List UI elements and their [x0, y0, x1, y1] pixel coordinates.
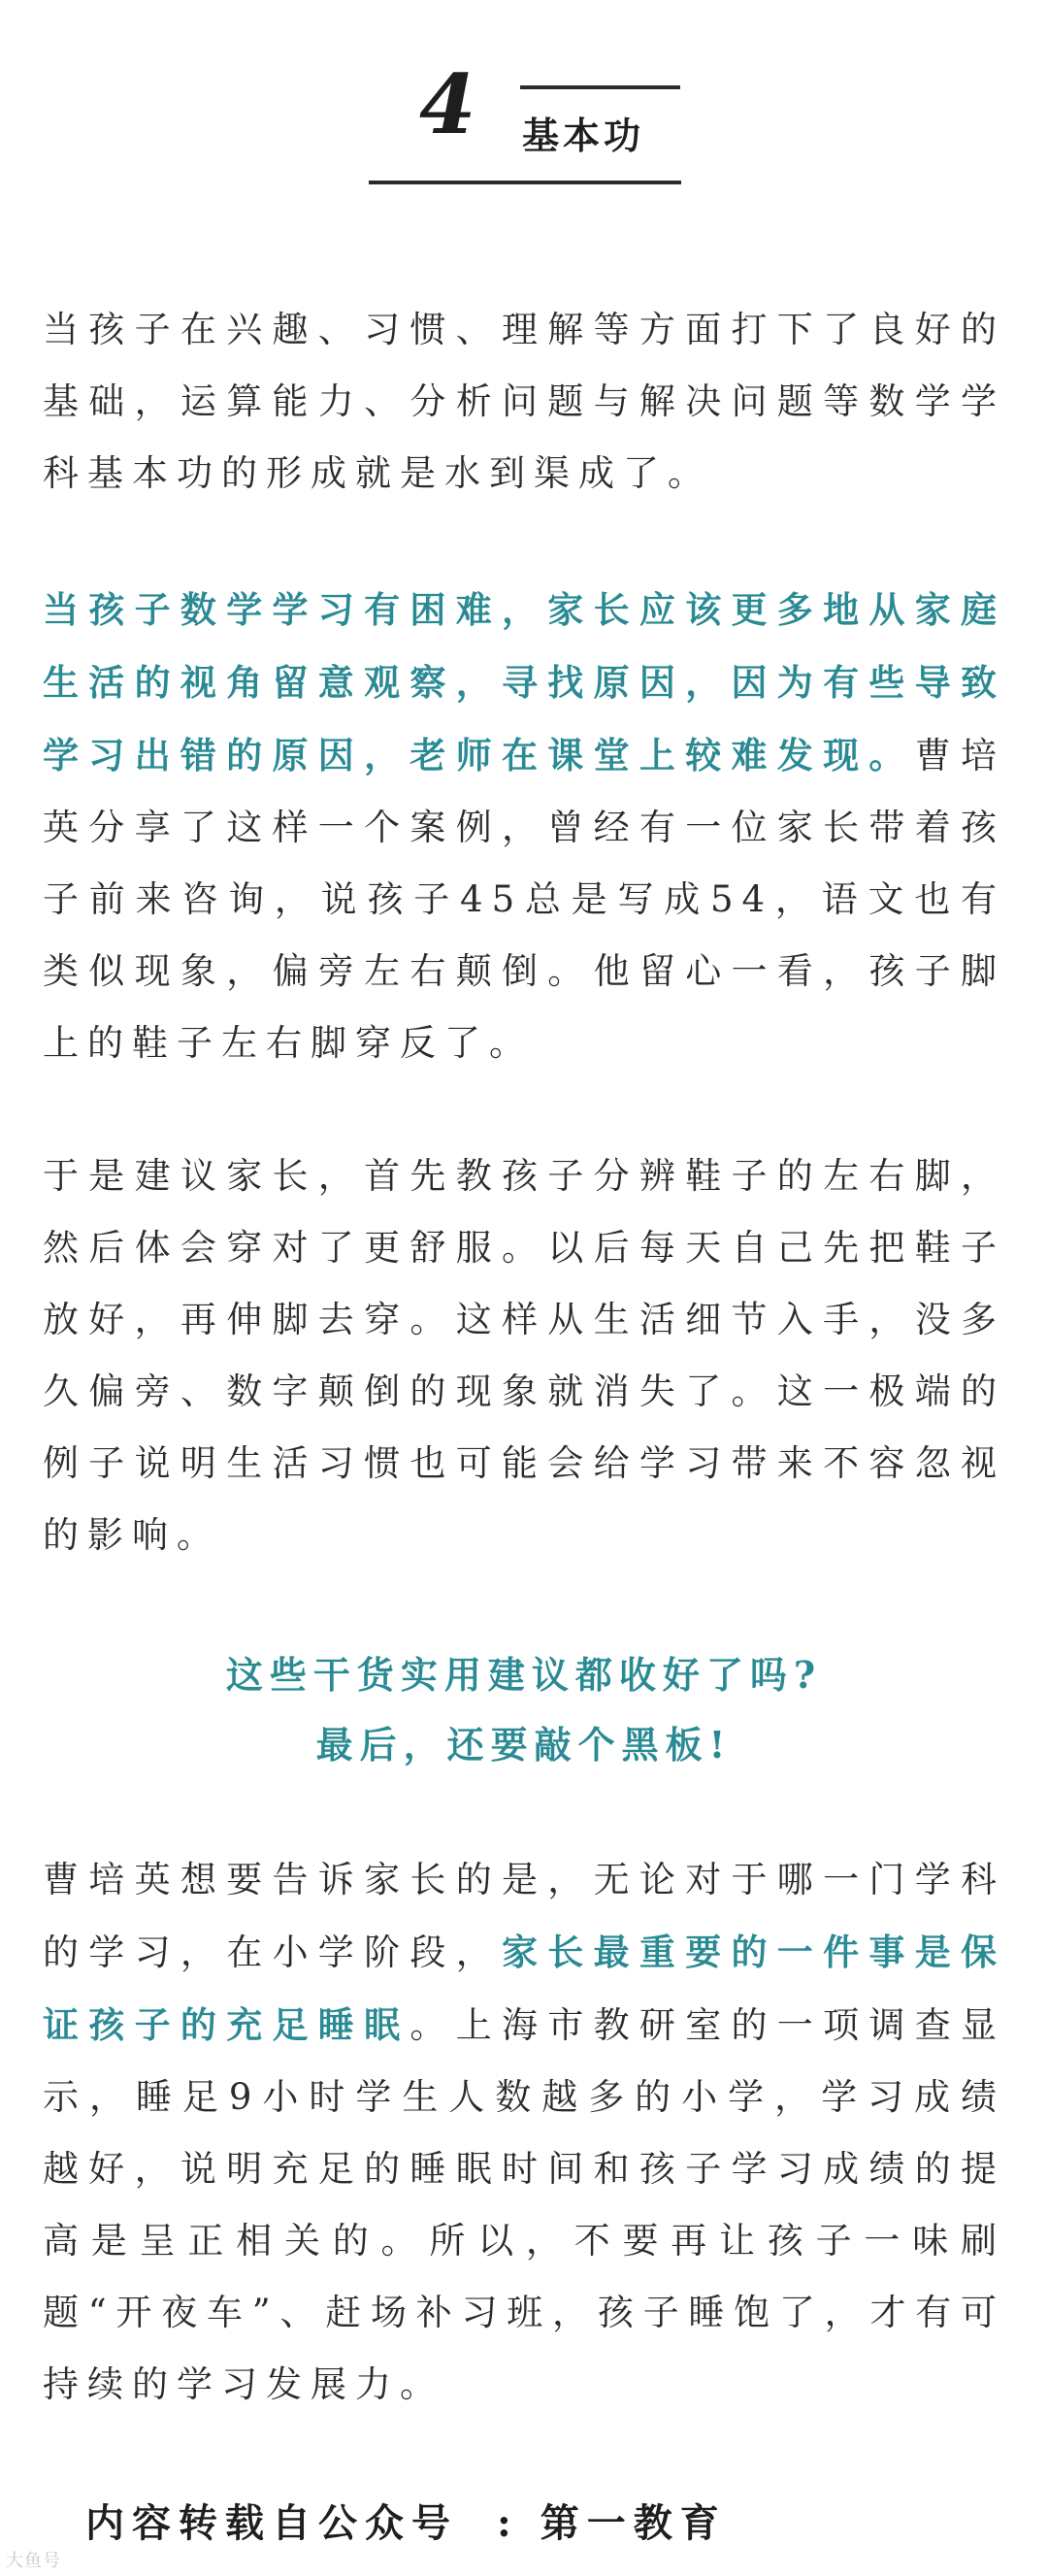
section-number: 4 — [419, 56, 476, 152]
section-title: 基本功 — [522, 114, 645, 157]
header-rule-top — [520, 85, 680, 89]
paragraph-4-highlight: 家长最重要的一件事是保证孩子的充足睡眠 — [43, 1931, 1005, 2046]
paragraph-2-text: 曹培英分享了这样一个案例，曾经有一位家长带着孩子前来咨询，说孩子45总是写成54，语文也有类似现象，偏旁左右颠倒。他留心一看，孩子脚上的鞋子左右脚穿反了。 — [43, 735, 1006, 1064]
source-separator: : — [497, 2500, 519, 2546]
paragraph-4-text-rest: 。上海市教研室的一项调查显示，睡足9小时学生人数越多的小学，学习成绩越好，说明充足的睡眠时间和孩子学习成绩的提高是呈正相关的。所以，不要再让孩子一味刷题“开夜车”、赶场补习班，孩子睡饱了，才有可持续的学习发展力。 — [43, 2004, 1006, 2405]
paragraph-3: 于是建议家长，首先教孩子分辨鞋子的左右脚，然后体会穿对了更舒服。以后每天自己先把鞋子放好，再伸脚去穿。这样从生活细节入手，没多久偏旁、数字颠倒的现象就消失了。这一极端的例子说明生活习惯也可能会给学习带来不容忽视的影响。 — [43, 1155, 1005, 1556]
callout-line-2: 最后，还要敲个黑板! — [315, 1723, 733, 1767]
source-label: 内容转载自公众号 — [85, 2500, 458, 2546]
callout-line-1: 这些干货实用建议都收好了吗? — [225, 1653, 823, 1697]
header-rule-bottom — [369, 181, 681, 184]
source-credit — [85, 2494, 959, 2553]
paragraph-4-text-start: 曹培英想要告诉家长的是，无论对于哪一门学科的学习，在小学阶段， — [43, 1859, 1005, 1973]
paragraph-2 — [43, 574, 1005, 1079]
paragraph-2-highlight: 当孩子数学学习有困难，家长应该更多地从家庭生活的视角留意观察，寻找原因，因为有些导致学习出错的原因，老师在课堂上较难发现。 — [43, 588, 1005, 776]
source-name: 第一教育 — [540, 2500, 727, 2546]
watermark: 大鱼号 — [6, 2551, 61, 2571]
section-header — [0, 0, 1048, 194]
paragraph-4 — [43, 1844, 1005, 2421]
paragraph-1: 当孩子在兴趣、习惯、理解等方面打下了良好的基础，运算能力、分析问题与解决问题等数学学科基本功的形成就是水到渠成了。 — [43, 309, 1005, 494]
